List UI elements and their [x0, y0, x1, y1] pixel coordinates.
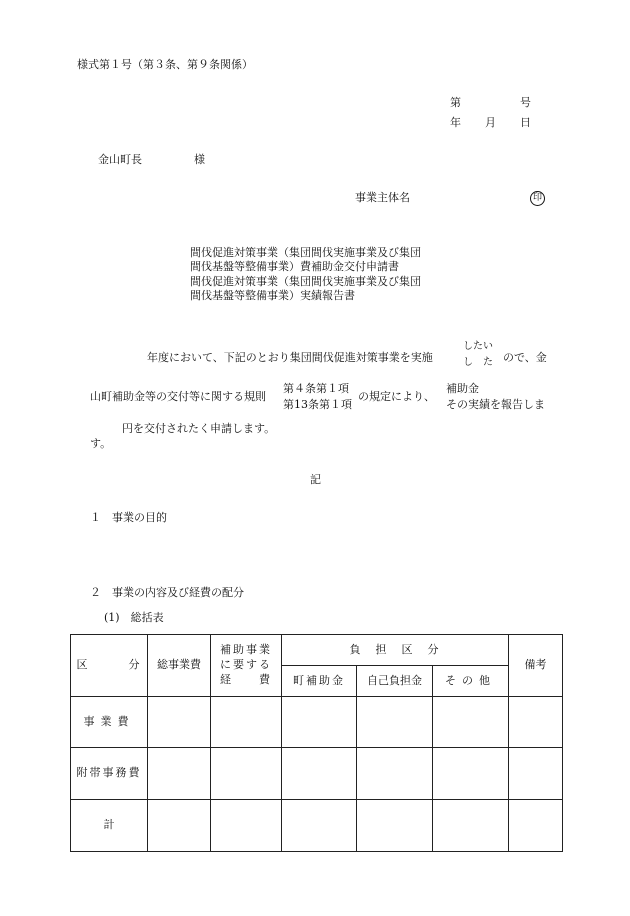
table-cell — [433, 800, 509, 852]
table-row — [71, 748, 563, 800]
title-line-1: 間伐促進対策事業（集団間伐実施事業及び集団 — [190, 246, 421, 259]
body-line-1-end: ので、金 — [503, 351, 547, 364]
header-subsidy-cost-line-2: に要する — [220, 658, 272, 672]
alt-choice-1-bottom: し た — [463, 357, 493, 368]
table-cell — [433, 697, 509, 748]
header-category: 区 分 — [71, 635, 148, 697]
title-line-4: 間伐基盤等整備事業）実績報告書 — [190, 288, 355, 302]
doc-number-suffix: 号 — [520, 96, 531, 109]
header-subsidy-cost-line-1: 補助事業 — [220, 643, 272, 657]
date-month: 月 — [485, 116, 496, 129]
body-line-2-mid: の規定により、 — [358, 390, 435, 403]
form-number-header: 様式第１号（第３条、第９条関係） — [77, 58, 253, 71]
addressee-name: 金山町長 — [98, 153, 142, 166]
table-cell — [211, 800, 282, 852]
table-cell — [282, 800, 357, 852]
table-cell — [211, 748, 282, 800]
table-cell — [509, 800, 563, 852]
subheader-town-subsidy: 町補助金 — [282, 666, 357, 697]
table-cell — [211, 697, 282, 748]
seal-mark: 印 — [530, 191, 545, 206]
section-1-heading: １ 事業の目的 — [90, 511, 167, 524]
document-title — [190, 246, 421, 303]
ki-heading: 記 — [310, 473, 321, 486]
title-line-2: 間伐基盤等整備事業）費補助金交付申請書 — [190, 260, 399, 274]
table-row — [71, 800, 563, 852]
table-cell — [357, 748, 433, 800]
header-subsidy-cost — [211, 635, 282, 697]
table-cell — [509, 697, 563, 748]
applicant-label: 事業主体名 — [355, 191, 410, 204]
title-line-3: 間伐促進対策事業（集団間伐実施事業及び集団 — [190, 274, 421, 288]
alt-choice-1-top: したい — [463, 341, 493, 352]
header-total-cost: 総事業費 — [148, 635, 211, 697]
table-cell — [357, 800, 433, 852]
alt-choice-3-bottom: その実績を報告しま — [446, 398, 545, 411]
body-line-1: 年度において、下記のとおり集団間伐促進対策事業を実施 — [147, 351, 433, 364]
row-label-total: 計 — [71, 800, 148, 852]
row-label-project-cost: 事業費 — [71, 697, 148, 748]
addressee-honorific: 様 — [194, 153, 205, 166]
table-cell — [509, 748, 563, 800]
header-subsidy-cost-line-3: 経 費 — [220, 672, 272, 686]
section-2-heading: ２ 事業の内容及び経費の配分 — [90, 586, 244, 599]
date-day: 日 — [520, 116, 531, 129]
body-line-3: 円を交付されたく申請します。 — [122, 422, 276, 435]
table-cell — [148, 697, 211, 748]
table-cell — [148, 800, 211, 852]
table-cell — [282, 697, 357, 748]
body-line-2-start: 山町補助金等の交付等に関する規則 — [90, 390, 266, 403]
subheader-self-burden: 自己負担金 — [357, 666, 433, 697]
table-cell — [148, 748, 211, 800]
header-remarks: 備考 — [509, 635, 563, 697]
row-label-admin-cost: 附帯事務費 — [71, 748, 148, 800]
table-row — [71, 697, 563, 748]
table-cell — [357, 697, 433, 748]
summary-table — [70, 634, 563, 852]
doc-number-prefix: 第 — [450, 96, 461, 109]
table-cell — [433, 748, 509, 800]
subsection-heading: (1) 総括表 — [104, 611, 164, 624]
date-year: 年 — [450, 116, 461, 129]
alt-choice-2-bottom: 第13条第１項 — [283, 398, 352, 411]
body-line-4: す。 — [90, 437, 112, 450]
table-cell — [282, 748, 357, 800]
header-burden-division: 負 担 区 分 — [282, 635, 509, 666]
subheader-other: その他 — [433, 666, 509, 697]
alt-choice-3-top: 補助金 — [446, 382, 479, 395]
alt-choice-2-top: 第４条第１項 — [283, 382, 349, 395]
